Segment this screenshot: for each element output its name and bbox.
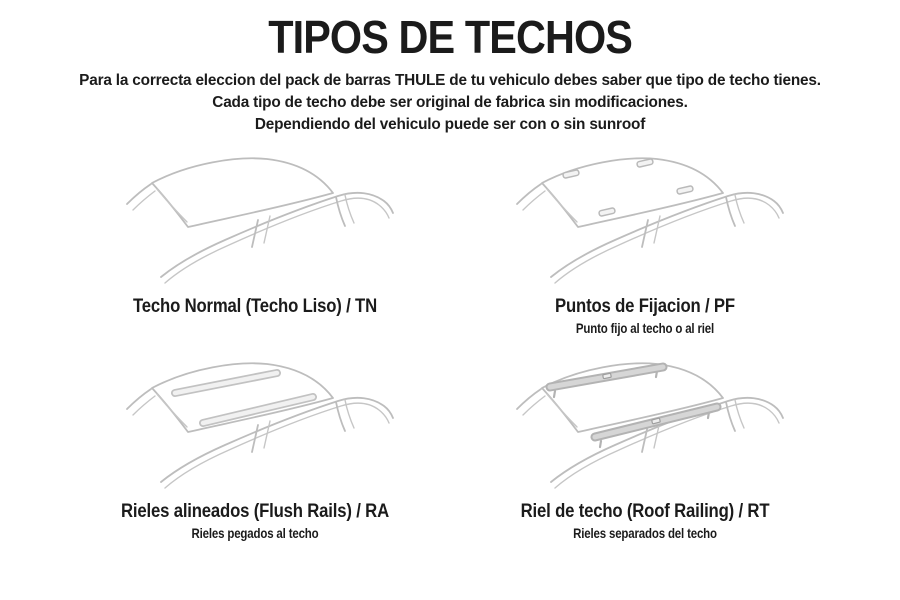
roof-type-sublabel: Punto fijo al techo o al riel [575, 319, 715, 336]
roof-types-grid [60, 150, 840, 542]
intro-line-3: Dependiendo del vehiculo puede ser con o sin sunroof [254, 115, 646, 133]
page-title [0, 12, 900, 64]
roof-type-label: Rieles alineados (Flush Rails) / RA [121, 500, 389, 522]
intro-line-1: Para la correcta eleccion del pack de barras THULE de tu vehiculo debes saber que tipo de techo tienes. [79, 71, 821, 89]
techo-normal-illustration [105, 150, 405, 295]
card-rieles-alineados [60, 355, 450, 542]
intro-paragraph [18, 70, 882, 136]
card-techo-normal-caption [60, 295, 450, 319]
roof-type-sublabel: Rieles pegados al techo [191, 524, 319, 541]
card-techo-normal [60, 150, 450, 337]
roof-type-sublabel: Rieles separados del techo [573, 524, 717, 541]
card-puntos-fijacion-caption [450, 295, 840, 337]
roof-type-label: Techo Normal (Techo Liso) / TN [132, 295, 377, 317]
flush-rails [175, 373, 313, 423]
roof-railing-illustration [495, 355, 795, 500]
intro-line-2: Cada tipo de techo debe ser original de fabrica sin modificaciones. [212, 93, 688, 111]
page-title-text: TIPOS DE TECHOS [268, 11, 632, 63]
card-rieles-alineados-caption [60, 500, 450, 542]
flush-rails-illustration [105, 355, 405, 500]
card-riel-de-techo [450, 355, 840, 542]
puntos-fijacion-illustration [495, 150, 795, 295]
roof-type-label: Riel de techo (Roof Railing) / RT [520, 500, 770, 522]
card-riel-de-techo-caption [450, 500, 840, 542]
roof-type-label: Puntos de Fijacion / PF [555, 295, 735, 317]
card-puntos-fijacion [450, 150, 840, 337]
